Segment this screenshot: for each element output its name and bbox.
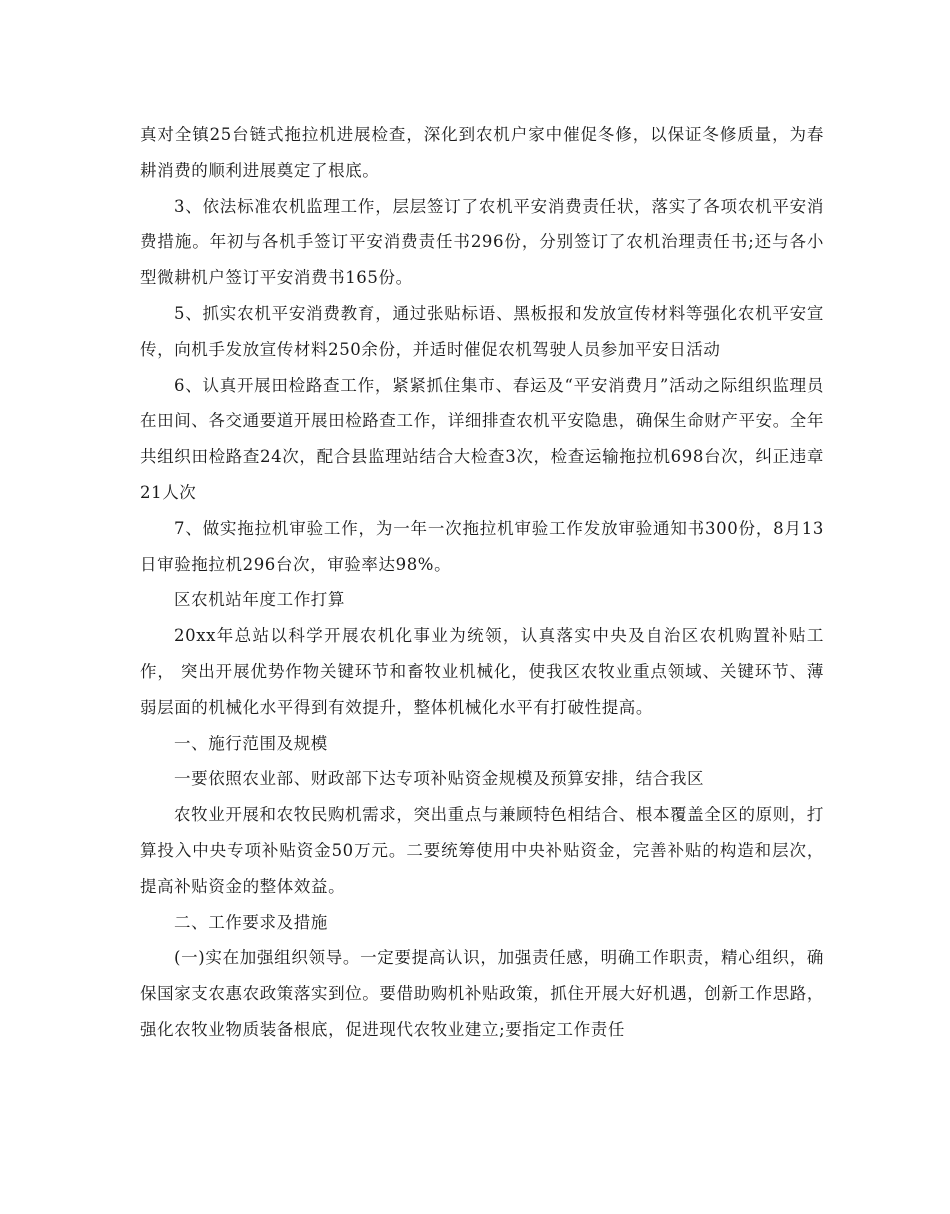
section-heading-requirements: 二、工作要求及措施 <box>174 912 328 932</box>
paragraph-5: 7、做实拖拉机审验工作，为一年一次拖拉机审验工作发放审验通知书300份，8月13日审验拖拉机296台次，审验率达98%。 <box>140 518 824 574</box>
section-heading-plan: 区农机站年度工作打算 <box>174 590 345 610</box>
document-body <box>140 117 824 1048</box>
paragraph-7: 20xx年总站以科学开展农机化事业为统领，认真落实中央及自治区农机购置补贴工作， 突出开展优势作物关键环节和畜牧业机械化，使我区农牧业重点领域、关键环节、薄弱层面的机械化水平得到有效提升，整体机械化水平有打破性提高。 <box>140 626 824 717</box>
paragraph-10: 农牧业开展和农牧民购机需求，突出重点与兼顾特色相结合、根本覆盖全区的原则，打算投入中央专项补贴资金50万元。二要统筹使用中央补贴资金，完善补贴的构造和层次，提高补贴资金的整体效益。 <box>140 805 824 896</box>
paragraph-1: 真对全镇25台链式拖拉机进展检查，深化到农机户家中催促冬修，以保证冬修质量，为春耕消费的顺利进展奠定了根底。 <box>140 125 824 180</box>
paragraph-12: (一)实在加强组织领导。一定要提高认识，加强责任感，明确工作职责，精心组织，确保国家支农惠农政策落实到位。要借助购机补贴政策，抓住开展大好机遇，创新工作思路，强化农牧业物质装备根底，促进现代农牧业建立;要指定工作责任 <box>140 948 824 1039</box>
paragraph-2: 3、依法标准农机监理工作，层层签订了农机平安消费责任状，落实了各项农机平安消费措施。年初与各机手签订平安消费责任书296份，分别签订了农机治理责任书;还与各小型微耕机户签订平安消费书165份。 <box>140 196 824 288</box>
section-heading-scope: 一、施行范围及规模 <box>174 733 328 753</box>
paragraph-9: 一要依照农业部、财政部下达专项补贴资金规模及预算安排，结合我区 <box>174 769 705 789</box>
paragraph-3: 5、抓实农机平安消费教育，通过张贴标语、黑板报和发放宣传材料等强化农机平安宣传，向机手发放宣传材料250余份，并适时催促农机驾驶人员参加平安日活动 <box>140 303 824 359</box>
paragraph-4: 6、认真开展田检路查工作，紧紧抓住集市、春运及“平安消费月”活动之际组织监理员在田间、各交通要道开展田检路查工作，详细排查农机平安隐患，确保生命财产平安。全年共组织田检路查24次，配合县监理站结合大检查3次，检查运输拖拉机698台次，纠正违章21人次 <box>140 375 824 502</box>
